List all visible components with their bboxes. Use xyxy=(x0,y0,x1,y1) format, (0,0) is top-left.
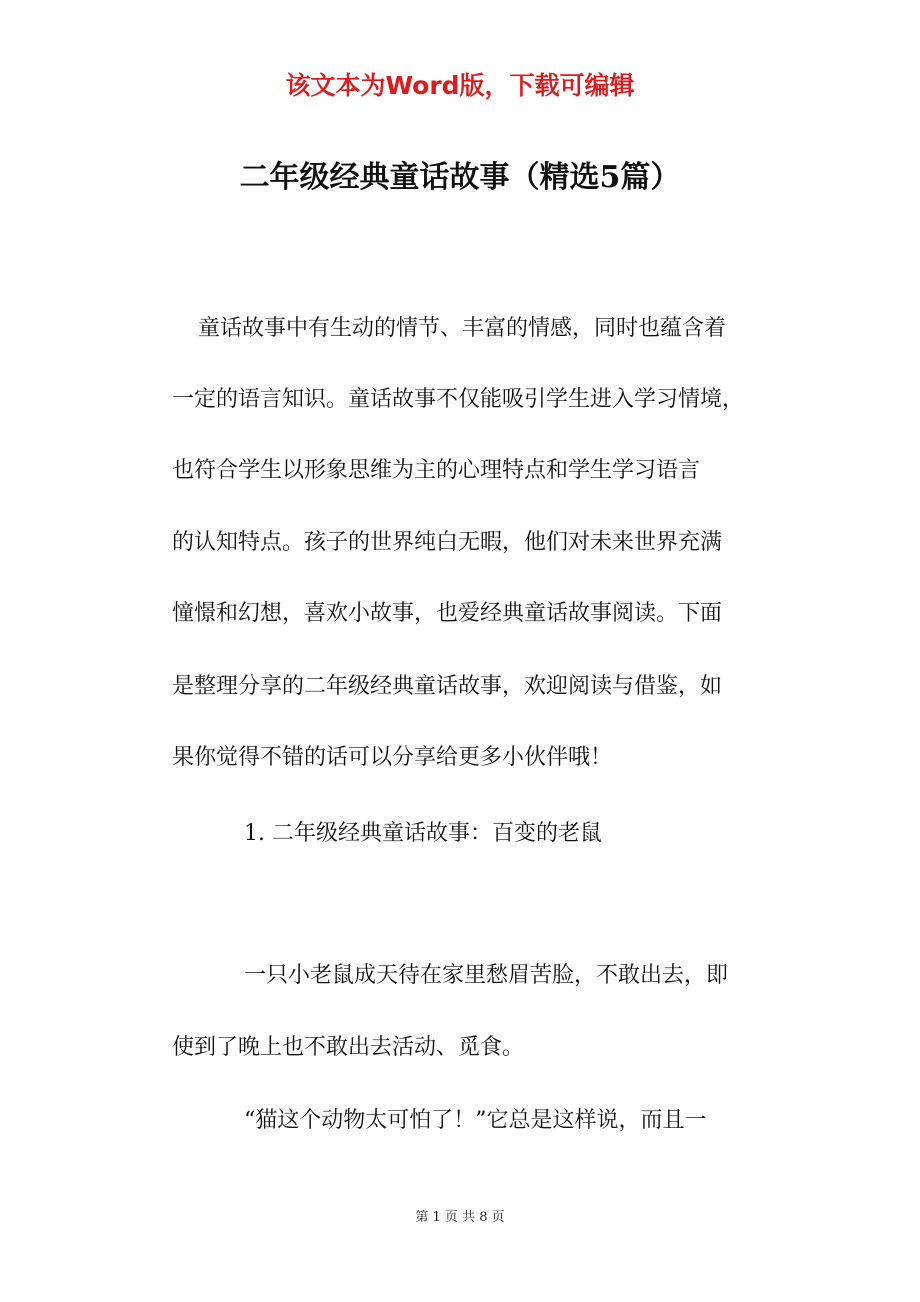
document-title: 二年级经典童话故事（精选5篇） xyxy=(239,160,681,195)
section-heading: 1. 二年级经典童话故事：百变的老鼠 xyxy=(244,821,602,846)
paragraph-line: “猫这个动物太可怕了！”它总是这样说，而且一 xyxy=(244,1108,707,1133)
paragraph-line: 也符合学生以形象思维为主的心理特点和学生学习语言 xyxy=(172,458,701,483)
page-footer xyxy=(0,1208,920,1228)
paragraph-line: 的认知特点。孩子的世界纯白无暇，他们对未来世界充满 xyxy=(172,530,723,555)
paragraph-line: 憧憬和幻想，喜欢小故事，也爱经典童话故事阅读。下面 xyxy=(172,601,723,626)
word-version-banner xyxy=(0,66,920,106)
paragraph-line: 是整理分享的二年级经典童话故事，欢迎阅读与借鉴，如 xyxy=(172,674,723,699)
banner-text: 该文本为Word版，下载可编辑 xyxy=(285,71,635,100)
paragraph-line: 使到了晚上也不敢出去活动、觅食。 xyxy=(172,1035,525,1060)
page-number: 第 1 页 共 8 页 xyxy=(415,1210,505,1225)
paragraph-line: 童话故事中有生动的情节、丰富的情感，同时也蕴含着 xyxy=(198,316,727,341)
paragraph-line: 一只小老鼠成天待在家里愁眉苦脸，不敢出去，即 xyxy=(244,963,729,988)
paragraph-line: 果你觉得不错的话可以分享给更多小伙伴哦！ xyxy=(172,745,613,770)
paragraph-line: 一定的语言知识。童话故事不仅能吸引学生进入学习情境， xyxy=(172,387,745,412)
